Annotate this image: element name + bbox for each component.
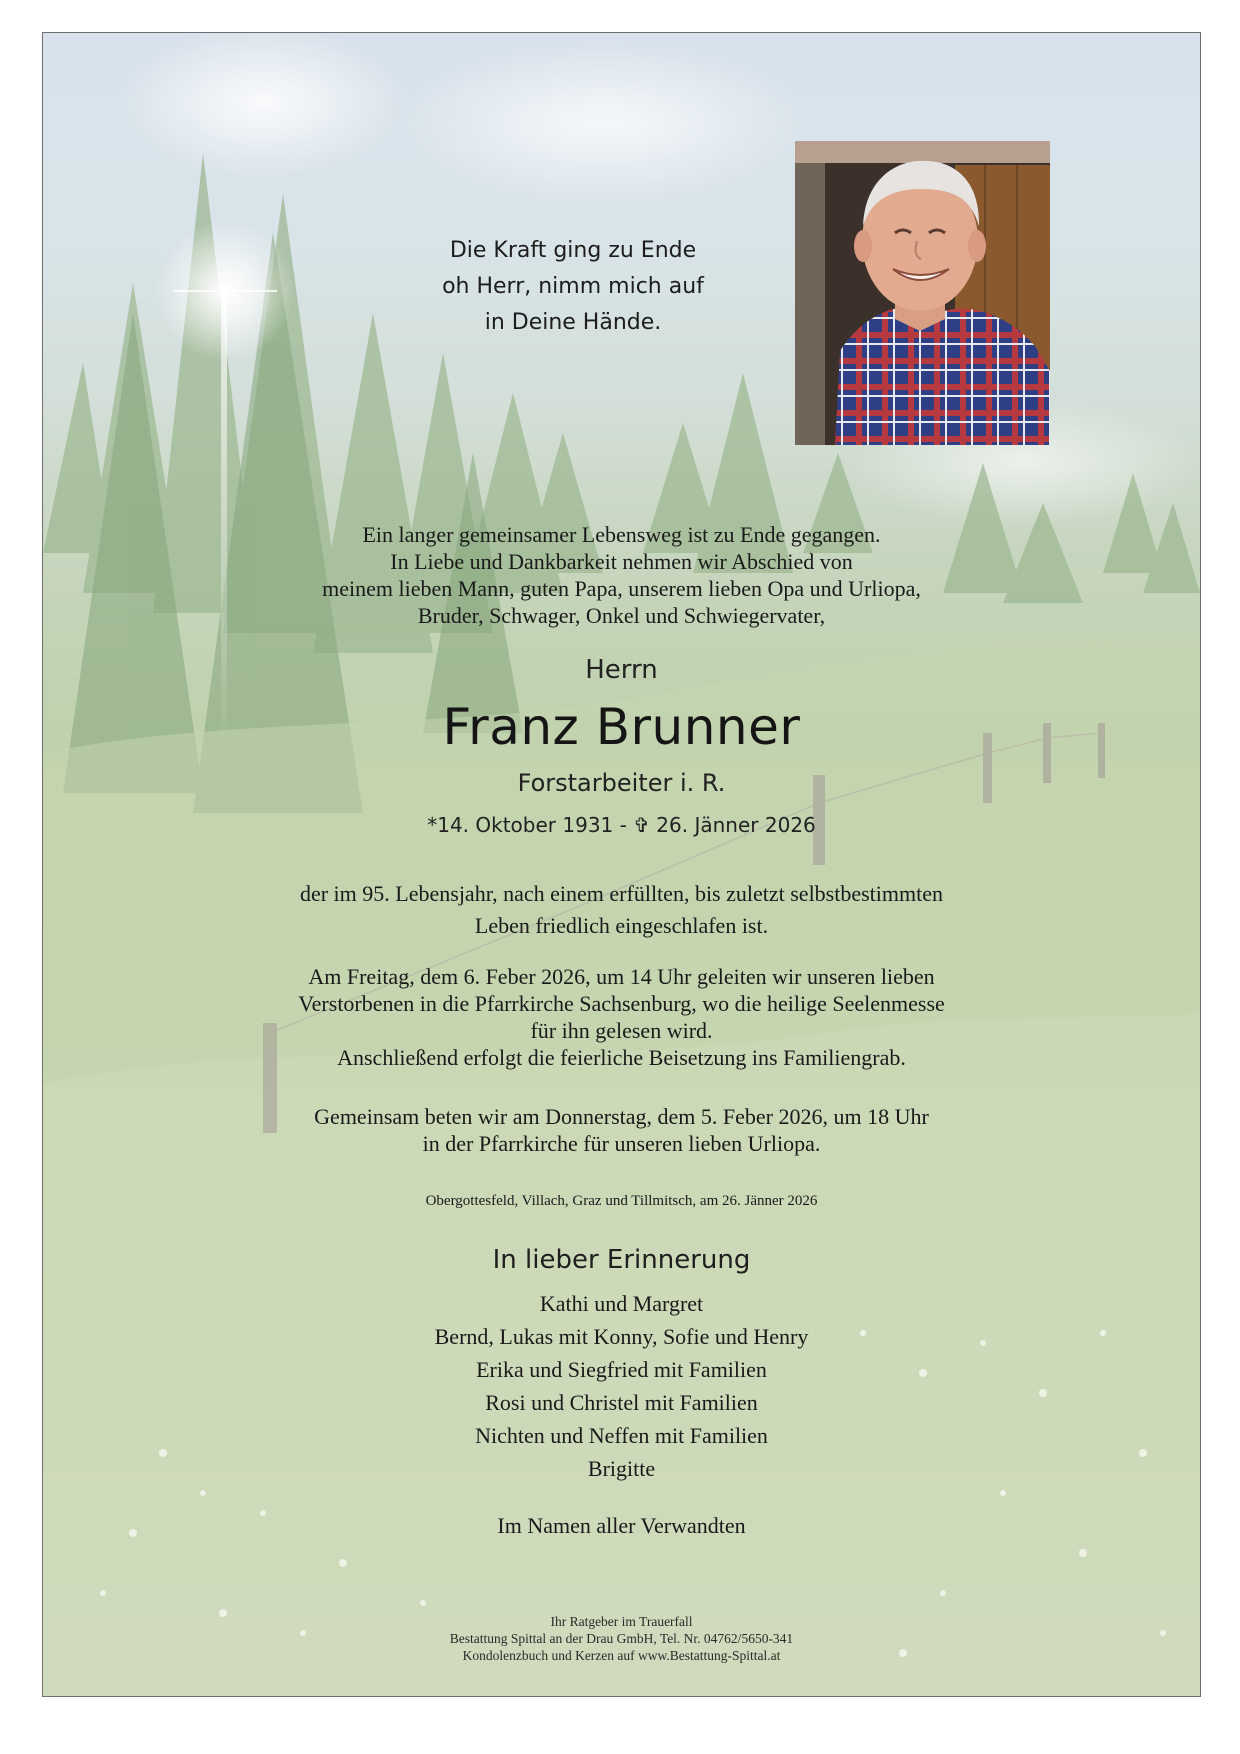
- footer-line: Ihr Ratgeber im Trauerfall: [550, 1614, 693, 1629]
- paragraph-line: in der Pfarrkirche für unseren lieben Urliopa.: [422, 1131, 821, 1156]
- intro-line: meinem lieben Mann, guten Papa, unserem lieben Opa und Urliopa,: [322, 576, 921, 601]
- footer-line: Kondolenzbuch und Kerzen auf www.Bestattung-Spittal.at: [462, 1648, 781, 1663]
- paragraph-line: für ihn gelesen wird.: [530, 1018, 713, 1043]
- funeral-home-footer: [43, 1613, 1200, 1664]
- mourner-entry: Nichten und Neffen mit Familien: [475, 1423, 768, 1448]
- mourner-entry: Kathi und Margret: [539, 1291, 704, 1316]
- motto-line: Die Kraft ging zu Ende: [449, 238, 697, 263]
- salutation: Herrn: [585, 655, 658, 685]
- deceased-name: Franz Brunner: [442, 698, 801, 756]
- life-dates: *14. Oktober 1931 - ✞ 26. Jänner 2026: [427, 813, 816, 837]
- paragraph-line: der im 95. Lebensjahr, nach einem erfüllten, bis zuletzt selbstbestimmten: [299, 881, 944, 906]
- death-paragraph: [43, 878, 1200, 942]
- paragraph-line: Am Freitag, dem 6. Feber 2026, um 14 Uhr geleiten wir unseren lieben: [308, 964, 935, 989]
- intro-text: [43, 521, 1200, 629]
- motto-verse: [373, 233, 773, 341]
- paragraph-line: Gemeinsam beten wir am Donnerstag, dem 5. Feber 2026, um 18 Uhr: [314, 1104, 929, 1129]
- occupation: Forstarbeiter i. R.: [517, 769, 726, 797]
- intro-line: In Liebe und Dankbarkeit nehmen wir Abschied von: [390, 549, 853, 574]
- mourner-entry: Bernd, Lukas mit Konny, Sofie und Henry: [434, 1324, 809, 1349]
- motto-line: oh Herr, nimm mich auf: [442, 274, 704, 299]
- mourner-entry: Erika und Siegfried mit Familien: [476, 1357, 767, 1382]
- paragraph-line: Anschließend erfolgt die feierliche Beisetzung ins Familiengrab.: [337, 1045, 906, 1070]
- intro-line: Ein langer gemeinsamer Lebensweg ist zu Ende gegangen.: [362, 522, 881, 547]
- paragraph-line: Verstorbenen in die Pfarrkirche Sachsenburg, wo die heilige Seelenmesse: [298, 991, 945, 1016]
- place-and-date: Obergottesfeld, Villach, Graz und Tillmitsch, am 26. Jänner 2026: [425, 1193, 818, 1209]
- footer-line: Bestattung Spittal an der Drau GmbH, Tel. Nr. 04762/5650-341: [449, 1631, 794, 1646]
- intro-line: Bruder, Schwager, Onkel und Schwiegervater,: [417, 603, 826, 628]
- paragraph-line: Leben friedlich eingeschlafen ist.: [474, 913, 769, 938]
- motto-line: in Deine Hände.: [484, 310, 662, 335]
- mourners-list: [43, 1287, 1200, 1485]
- relatives-line: Im Namen aller Verwandten: [497, 1513, 746, 1538]
- funeral-paragraph: [43, 963, 1200, 1071]
- roof-edge: [795, 141, 1050, 163]
- mourner-entry: Brigitte: [587, 1456, 656, 1481]
- prayer-paragraph: [43, 1103, 1200, 1157]
- mourner-entry: Rosi und Christel mit Familien: [485, 1390, 758, 1415]
- memory-heading: In lieber Erinnerung: [492, 1245, 751, 1275]
- portrait-photo: [795, 141, 1050, 445]
- obituary-sheet: [42, 32, 1201, 1697]
- door-frame: [795, 163, 825, 445]
